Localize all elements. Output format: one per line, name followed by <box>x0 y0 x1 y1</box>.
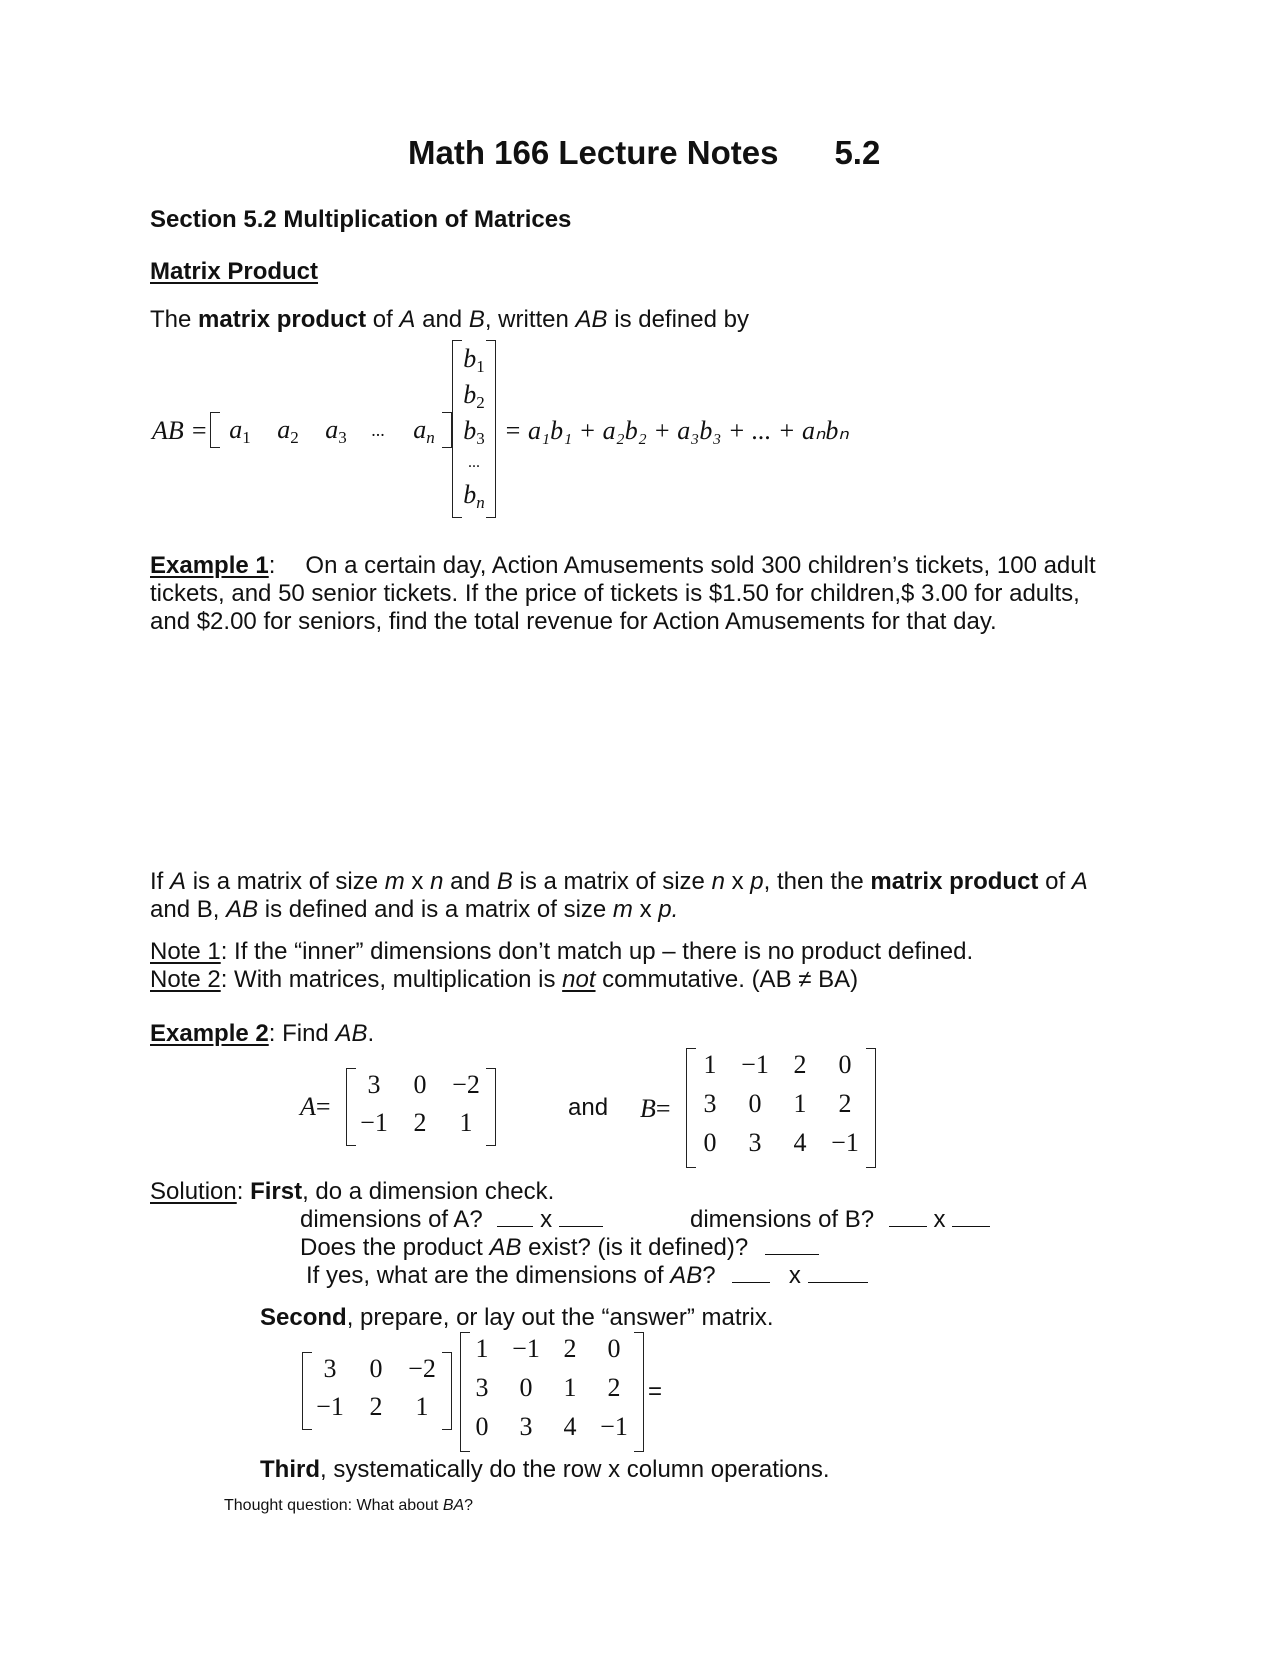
def-text-3: and <box>415 306 469 333</box>
matrix-b-cell: 0 <box>748 1089 762 1118</box>
answer-blank[interactable] <box>952 1206 990 1227</box>
matrix-b-right-bracket <box>866 1048 876 1168</box>
matrix-b-cell: 3 <box>703 1089 717 1118</box>
answer-matrix-b-cell: 1 <box>563 1373 577 1402</box>
matrix-b-cell: 0 <box>703 1128 717 1157</box>
answer-matrix-b-cell: 3 <box>519 1412 533 1441</box>
answer-blank[interactable] <box>732 1262 770 1283</box>
row-vector-cell: $a_n$ <box>413 415 435 447</box>
matrix-b-cell: −1 <box>741 1050 769 1079</box>
column-vector-cell: $b_2$ <box>463 380 485 412</box>
product-dimensions-prompt: If yes, what are the dimensions of AB? x <box>306 1262 868 1290</box>
matrix-b-cell: 3 <box>748 1128 762 1157</box>
answer-matrix-a-cell: −2 <box>408 1354 436 1383</box>
example1-colon: : <box>268 552 276 579</box>
note-1 <box>150 938 973 966</box>
title-text: Math 166 Lecture Notes <box>408 134 779 171</box>
matrix-b-cell: 0 <box>838 1050 852 1079</box>
answer-matrix-b-cell: 2 <box>563 1334 577 1363</box>
matrix-a-cell: 3 <box>367 1070 381 1099</box>
answer-matrix-a <box>302 1352 452 1430</box>
note-2-text: : With matrices, multiplication is <box>220 966 563 993</box>
answer-equals: = <box>648 1378 663 1405</box>
matrix-b-cell: 2 <box>838 1089 852 1118</box>
example1-label: Example 1 <box>150 552 269 579</box>
def-text-1: The <box>150 306 199 333</box>
matrix-b-cell: 2 <box>793 1050 807 1079</box>
answer-blank[interactable] <box>497 1206 533 1227</box>
column-vector-cell: $b_1$ <box>463 344 485 376</box>
page-title <box>408 133 880 173</box>
title-number: 5.2 <box>834 134 881 171</box>
example2-label: Example 2 <box>150 1020 269 1047</box>
dimensions-a-prompt: dimensions of A? x <box>300 1206 603 1234</box>
column-vector-b <box>452 340 496 518</box>
answer-matrix-b-cell: 4 <box>563 1412 577 1441</box>
answer-blank[interactable] <box>765 1234 819 1255</box>
def-text-5: is defined by <box>607 306 749 333</box>
section-heading: Section 5.2 Multiplication of Matrices <box>150 206 572 233</box>
note-1-text: : If the “inner” dimensions don’t match up – there is no product defined. <box>220 938 974 965</box>
matrix-a-cell: −2 <box>452 1070 480 1099</box>
formula-rhs: = a₁b₁ + a₂b₂ + a₃b₃ + ... + aₙbₙ <box>504 416 849 445</box>
def-A: A <box>399 306 416 333</box>
row-vector-cell: $a_3$ <box>325 415 347 447</box>
matrix-a-cell: 2 <box>413 1108 427 1137</box>
column-vector-cell: $b_n$ <box>463 480 485 512</box>
answer-blank[interactable] <box>559 1206 603 1227</box>
matrix-b-cell: −1 <box>831 1128 859 1157</box>
answer-matrix-a-cell: 1 <box>415 1392 429 1421</box>
third-step: Third, systematically do the row x column operations. <box>260 1456 830 1483</box>
dimensions-b-prompt: dimensions of B? x <box>690 1206 990 1234</box>
def-text-4: , written <box>484 306 576 333</box>
matrix-product-heading: Matrix Product <box>150 258 319 285</box>
answer-matrix-b-cell: −1 <box>600 1412 628 1441</box>
example1-text: On a certain day, Action Amusements sold 300 children’s tickets, 100 adult <box>305 552 1096 579</box>
note-2-emphasis: not <box>562 966 596 993</box>
matrix-b <box>686 1048 876 1168</box>
answer-matrix-a-cell: 3 <box>323 1354 337 1383</box>
answer-matrix-b-cell: 1 <box>475 1334 489 1363</box>
matrix-a-cell: 0 <box>413 1070 427 1099</box>
column-vector-cell: $b_3$ <box>463 416 485 448</box>
definition-line <box>150 306 749 334</box>
answer-matrix-b-cell: 3 <box>475 1373 489 1402</box>
row-vector-cell: ... <box>371 420 385 440</box>
example1-line-3: and $2.00 for seniors, find the total revenue for Action Amusements for that day. <box>150 608 997 635</box>
matrix-a <box>346 1068 496 1146</box>
answer-matrix-b-cell: 0 <box>475 1412 489 1441</box>
matrix-b-cell: 4 <box>793 1128 807 1157</box>
solution-label: Solution <box>150 1178 237 1205</box>
answer-blank[interactable] <box>808 1262 868 1283</box>
answer-matrix-b <box>460 1332 644 1452</box>
column-vector-cell: ... <box>468 454 480 471</box>
answer-matrix-b-cell: −1 <box>512 1334 540 1363</box>
answer-matrix-a-cell: −1 <box>316 1392 344 1421</box>
row-vector-a <box>210 412 452 448</box>
note-2-text-after: commutative. (AB ≠ BA) <box>595 966 859 993</box>
answer-matrix-a-cell: 2 <box>369 1392 383 1421</box>
and-word: and <box>568 1094 609 1121</box>
def-bold: matrix product <box>198 306 367 333</box>
formula-lhs: AB = <box>152 416 208 445</box>
row-vector-cell: $a_2$ <box>277 415 299 447</box>
product-exist-prompt: Does the product AB exist? (is it defined)? <box>300 1234 819 1262</box>
answer-matrix-b-cell: 2 <box>607 1373 621 1402</box>
answer-matrix-b-cell: 0 <box>519 1373 533 1402</box>
note-2 <box>150 966 858 994</box>
answer-blank[interactable] <box>889 1206 927 1227</box>
size-rule-line-2: and B, AB is defined and is a matrix of size m x p. <box>150 896 679 923</box>
note-2-label: Note 2 <box>150 966 221 993</box>
matrix-a-cell: 1 <box>459 1108 473 1137</box>
example1-line-2: tickets, and 50 senior tickets. If the price of tickets is $1.50 for children,$ 3.00 for adults, <box>150 580 1080 607</box>
note-1-label: Note 1 <box>150 938 221 965</box>
answer-matrix-a-cell: 0 <box>369 1354 383 1383</box>
thought-question: Thought question: What about BA? <box>224 1497 474 1514</box>
answer-matrix-b-cell: 0 <box>607 1334 621 1363</box>
def-text-2: of <box>366 306 400 333</box>
row-vector-cell: $a_1$ <box>229 415 251 447</box>
example2-heading: Example 2: Find AB. <box>150 1020 375 1047</box>
solution-first-line: Solution: First, do a dimension check. <box>150 1178 555 1205</box>
matrix-b-label: B= <box>640 1094 671 1123</box>
example1-line-1 <box>150 552 1096 580</box>
matrix-a-label: A= <box>300 1092 331 1121</box>
matrix-b-cell: 1 <box>793 1089 807 1118</box>
def-B: B <box>468 306 485 333</box>
size-rule-line-1: If A is a matrix of size m x n and B is a matrix of size n x p, then the matrix product of A <box>150 868 1088 895</box>
matrix-a-cell: −1 <box>360 1108 388 1137</box>
def-AB: AB <box>575 306 608 333</box>
matrix-b-cell: 1 <box>703 1050 717 1079</box>
second-step: Second, prepare, or lay out the “answer” matrix. <box>260 1304 774 1331</box>
